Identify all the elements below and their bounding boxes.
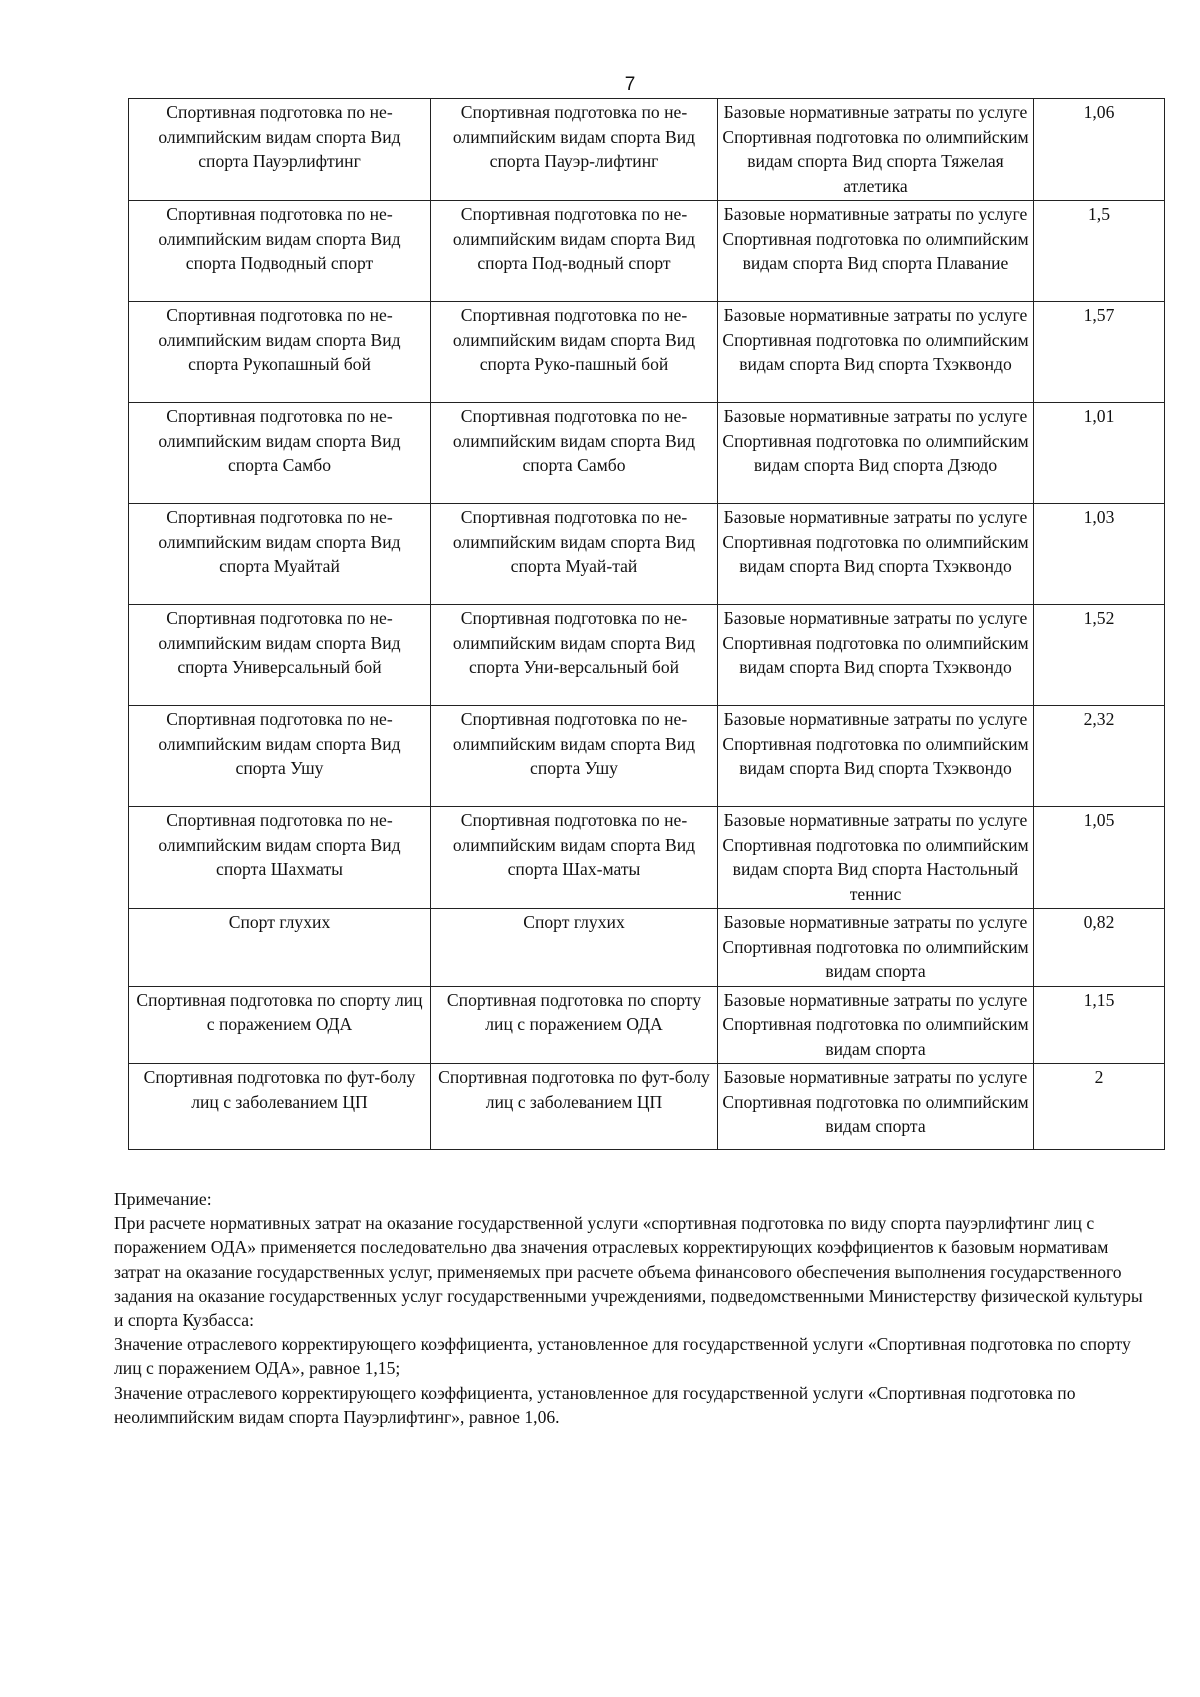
table-row: [129, 706, 1165, 807]
table-row: [129, 504, 1165, 605]
coefficient-cell: 2: [1034, 1064, 1165, 1150]
service-type-cell: Спортивная подготовка по не-олимпийским видам спорта Вид спорта Руко-пашный бой: [431, 302, 718, 403]
coefficient-cell: 2,32: [1034, 706, 1165, 807]
base-cost-cell: Базовые нормативные затраты по услуге Спортивная подготовка по олимпийским видам спорта: [718, 986, 1034, 1064]
service-type-cell: Спортивная подготовка по фут-болу лиц с заболеванием ЦП: [431, 1064, 718, 1150]
service-name-cell: Спортивная подготовка по не-олимпийским видам спорта Вид спорта Пауэрлифтинг: [129, 99, 431, 201]
service-name-cell: Спортивная подготовка по спорту лиц с поражением ОДА: [129, 986, 431, 1064]
service-name-cell: Спортивная подготовка по не-олимпийским видам спорта Вид спорта Самбо: [129, 403, 431, 504]
table-row: [129, 302, 1165, 403]
service-type-cell: Спортивная подготовка по не-олимпийским видам спорта Вид спорта Самбо: [431, 403, 718, 504]
base-cost-cell: Базовые нормативные затраты по услуге Спортивная подготовка по олимпийским видам спорта Вид спорта Настольный теннис: [718, 807, 1034, 909]
table-row: [129, 605, 1165, 706]
base-cost-cell: Базовые нормативные затраты по услуге Спортивная подготовка по олимпийским видам спорта Вид спорта Тхэквондо: [718, 302, 1034, 403]
service-name-cell: Спорт глухих: [129, 909, 431, 987]
base-cost-cell: Базовые нормативные затраты по услуге Спортивная подготовка по олимпийским видам спорта: [718, 1064, 1034, 1150]
base-cost-cell: Базовые нормативные затраты по услуге Спортивная подготовка по олимпийским видам спорта Вид спорта Тхэквондо: [718, 706, 1034, 807]
service-name-cell: Спортивная подготовка по не-олимпийским видам спорта Вид спорта Ушу: [129, 706, 431, 807]
note-heading: Примечание:: [114, 1189, 212, 1209]
service-name-cell: Спортивная подготовка по не-олимпийским видам спорта Вид спорта Муайтай: [129, 504, 431, 605]
service-type-cell: Спортивная подготовка по не-олимпийским видам спорта Вид спорта Уни-версальный бой: [431, 605, 718, 706]
coefficient-cell: 0,82: [1034, 909, 1165, 987]
table-row: [129, 1064, 1165, 1150]
note-paragraph: При расчете нормативных затрат на оказание государственной услуги «спортивная подготовка по виду спорта пауэрлифтинг лиц с поражением ОДА» применяется последовательно два значения отраслевых корректирующих коэффициентов к базовым нормативам затрат на оказание государственных услуг, применяемых при расчете объема финансового обеспечения выполнения государственного задания на оказание государственных услуг государственными учреждениями, подведомственными Министерству физической культуры и спорта Кузбасса:: [114, 1213, 1143, 1331]
coefficient-cell: 1,5: [1034, 201, 1165, 302]
base-cost-cell: Базовые нормативные затраты по услуге Спортивная подготовка по олимпийским видам спорта Вид спорта Дзюдо: [718, 403, 1034, 504]
page-number: 7: [624, 74, 636, 95]
coefficients-table: [128, 98, 1165, 1150]
service-type-cell: Спорт глухих: [431, 909, 718, 987]
base-cost-cell: Базовые нормативные затраты по услуге Спортивная подготовка по олимпийским видам спорта Вид спорта Тхэквондо: [718, 605, 1034, 706]
coefficient-cell: 1,03: [1034, 504, 1165, 605]
base-cost-cell: Базовые нормативные затраты по услуге Спортивная подготовка по олимпийским видам спорта: [718, 909, 1034, 987]
service-name-cell: Спортивная подготовка по не-олимпийским видам спорта Вид спорта Рукопашный бой: [129, 302, 431, 403]
coefficient-cell: 1,01: [1034, 403, 1165, 504]
coefficient-cell: 1,06: [1034, 99, 1165, 201]
service-type-cell: Спортивная подготовка по не-олимпийским видам спорта Вид спорта Пауэр-лифтинг: [431, 99, 718, 201]
base-cost-cell: Базовые нормативные затраты по услуге Спортивная подготовка по олимпийским видам спорта Вид спорта Тяжелая атлетика: [718, 99, 1034, 201]
service-name-cell: Спортивная подготовка по не-олимпийским видам спорта Вид спорта Универсальный бой: [129, 605, 431, 706]
service-name-cell: Спортивная подготовка по не-олимпийским видам спорта Вид спорта Подводный спорт: [129, 201, 431, 302]
table-row: [129, 807, 1165, 909]
coefficient-cell: 1,15: [1034, 986, 1165, 1064]
note-paragraph: Значение отраслевого корректирующего коэффициента, установленное для государственной услуги «Спортивная подготовка по неолимпийским видам спорта Пауэрлифтинг», равное 1,06.: [114, 1382, 1076, 1427]
service-name-cell: Спортивная подготовка по фут-болу лиц с заболеванием ЦП: [129, 1064, 431, 1150]
service-name-cell: Спортивная подготовка по не-олимпийским видам спорта Вид спорта Шахматы: [129, 807, 431, 909]
service-type-cell: Спортивная подготовка по спорту лиц с поражением ОДА: [431, 986, 718, 1064]
table-row: [129, 201, 1165, 302]
table-row: [129, 403, 1165, 504]
service-type-cell: Спортивная подготовка по не-олимпийским видам спорта Вид спорта Шах-маты: [431, 807, 718, 909]
note-paragraph: Значение отраслевого корректирующего коэффициента, установленное для государственной услуги «Спортивная подготовка по спорту лиц с поражением ОДА», равное 1,15;: [114, 1334, 1131, 1379]
note-section: [114, 1187, 1144, 1429]
service-type-cell: Спортивная подготовка по не-олимпийским видам спорта Вид спорта Под-водный спорт: [431, 201, 718, 302]
base-cost-cell: Базовые нормативные затраты по услуге Спортивная подготовка по олимпийским видам спорта Вид спорта Плавание: [718, 201, 1034, 302]
table-row: [129, 909, 1165, 987]
coefficient-cell: 1,05: [1034, 807, 1165, 909]
table-row: [129, 99, 1165, 201]
table-row: [129, 986, 1165, 1064]
coefficient-cell: 1,57: [1034, 302, 1165, 403]
service-type-cell: Спортивная подготовка по не-олимпийским видам спорта Вид спорта Муай-тай: [431, 504, 718, 605]
base-cost-cell: Базовые нормативные затраты по услуге Спортивная подготовка по олимпийским видам спорта Вид спорта Тхэквондо: [718, 504, 1034, 605]
coefficient-cell: 1,52: [1034, 605, 1165, 706]
service-type-cell: Спортивная подготовка по не-олимпийским видам спорта Вид спорта Ушу: [431, 706, 718, 807]
